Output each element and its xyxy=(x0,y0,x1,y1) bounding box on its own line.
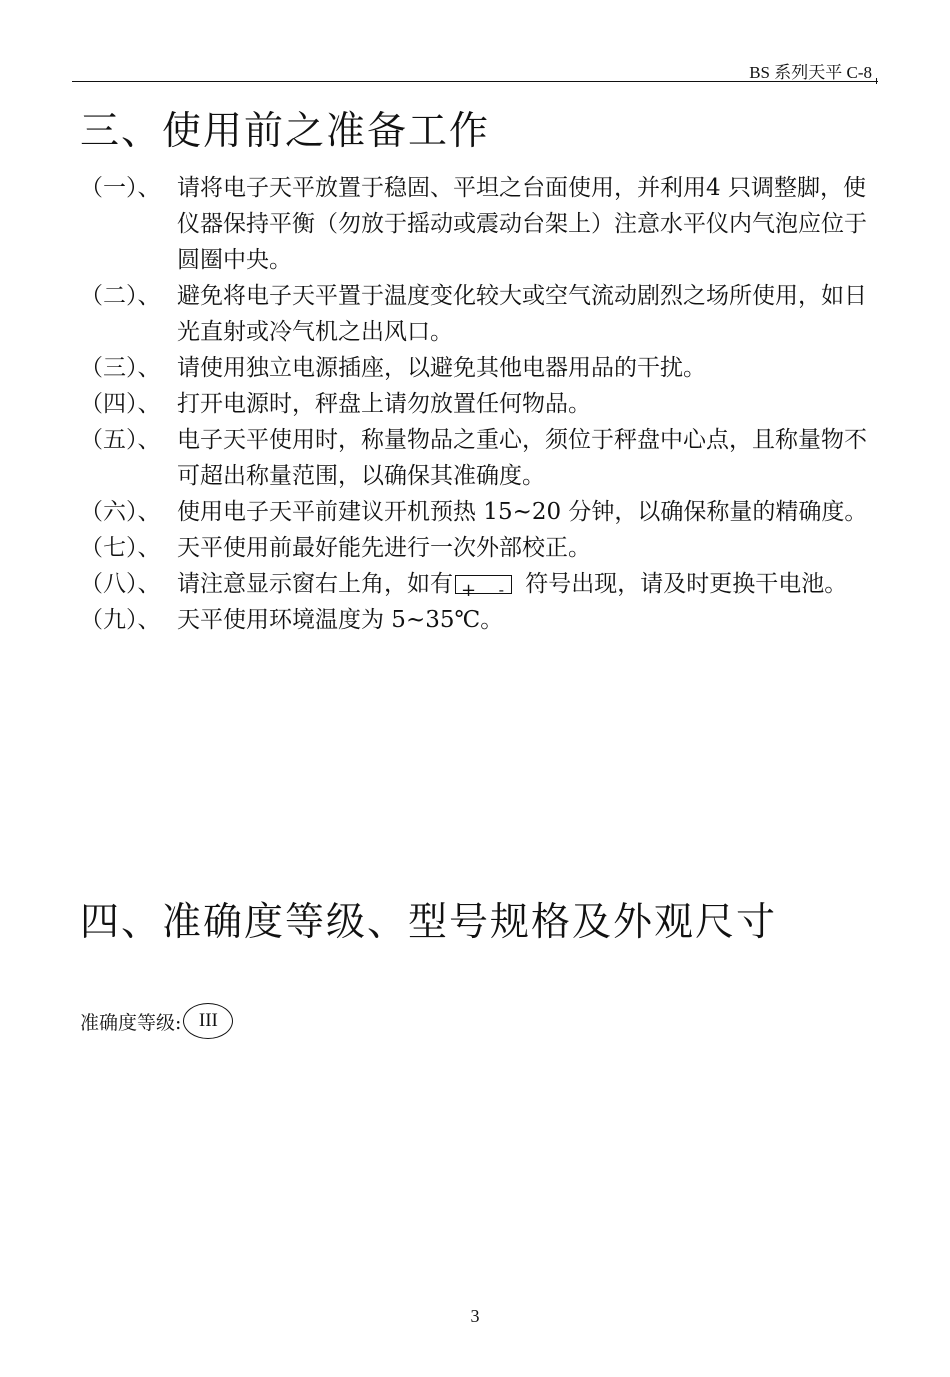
battery-plus-sign: + xyxy=(461,580,477,601)
item-text: 使用电子天平前建议开机预热 15~20 分钟，以确保称量的精确度。 xyxy=(177,499,868,525)
item-text xyxy=(177,566,880,602)
list-item xyxy=(80,494,880,530)
item-text: 避免将电子天平置于温度变化较大或空气流动剧烈之场所使用，如日光直射或冷气机之出风口。 xyxy=(177,283,867,345)
header-rule-tick xyxy=(876,78,877,84)
list-item xyxy=(80,422,880,494)
item-text-after: 符号出现，请及时更换干电池。 xyxy=(518,571,848,597)
list-item xyxy=(80,278,880,350)
page-number: 3 xyxy=(470,1306,480,1326)
list-item xyxy=(80,170,880,278)
item-number: （七）、 xyxy=(80,535,161,561)
item-number: （九）、 xyxy=(80,607,161,633)
section-title-specifications: 四、准确度等级、型号规格及外观尺寸 xyxy=(80,900,778,945)
item-number: （三）、 xyxy=(80,355,161,381)
section-title-preparation: 三、使用前之准备工作 xyxy=(80,109,491,154)
item-number: （二）、 xyxy=(80,283,161,309)
item-text: 请使用独立电源插座，以避免其他电器用品的干扰。 xyxy=(177,355,706,381)
item-number: （四）、 xyxy=(80,391,161,417)
running-header: BS 系列天平 C-8 xyxy=(749,63,872,82)
item-text: 打开电源时，秤盘上请勿放置任何物品。 xyxy=(177,391,591,417)
accuracy-class-badge: III xyxy=(183,1003,233,1039)
accuracy-label: 准确度等级: xyxy=(80,1011,182,1034)
list-item xyxy=(80,386,880,422)
item-text: 电子天平使用时，称量物品之重心，须位于秤盘中心点，且称量物不可超出称量范围，以确保其准确度。 xyxy=(177,427,867,489)
item-number: （八）、 xyxy=(80,571,161,597)
item-number: （五）、 xyxy=(80,427,161,453)
item-number: （一）、 xyxy=(80,175,161,201)
accuracy-class-line xyxy=(80,1003,233,1039)
item-text: 天平使用环境温度为 5~35℃。 xyxy=(177,607,504,633)
battery-minus-sign: - xyxy=(498,580,504,599)
battery-symbol-icon xyxy=(455,575,512,601)
item-text: 请将电子天平放置于稳固、平坦之台面使用，并利用4 只调整脚，使仪器保持平衡（勿放于摇动或震动台架上）注意水平仪内气泡应位于圆圈中央。 xyxy=(177,175,867,273)
list-item xyxy=(80,530,880,566)
preparation-list xyxy=(80,170,880,638)
list-item xyxy=(80,350,880,386)
list-item xyxy=(80,566,880,602)
header-rule xyxy=(72,81,878,82)
item-text: 天平使用前最好能先进行一次外部校正。 xyxy=(177,535,591,561)
item-text-before: 请注意显示窗右上角，如有 xyxy=(177,571,453,597)
item-number: （六）、 xyxy=(80,499,161,525)
list-item xyxy=(80,602,880,638)
